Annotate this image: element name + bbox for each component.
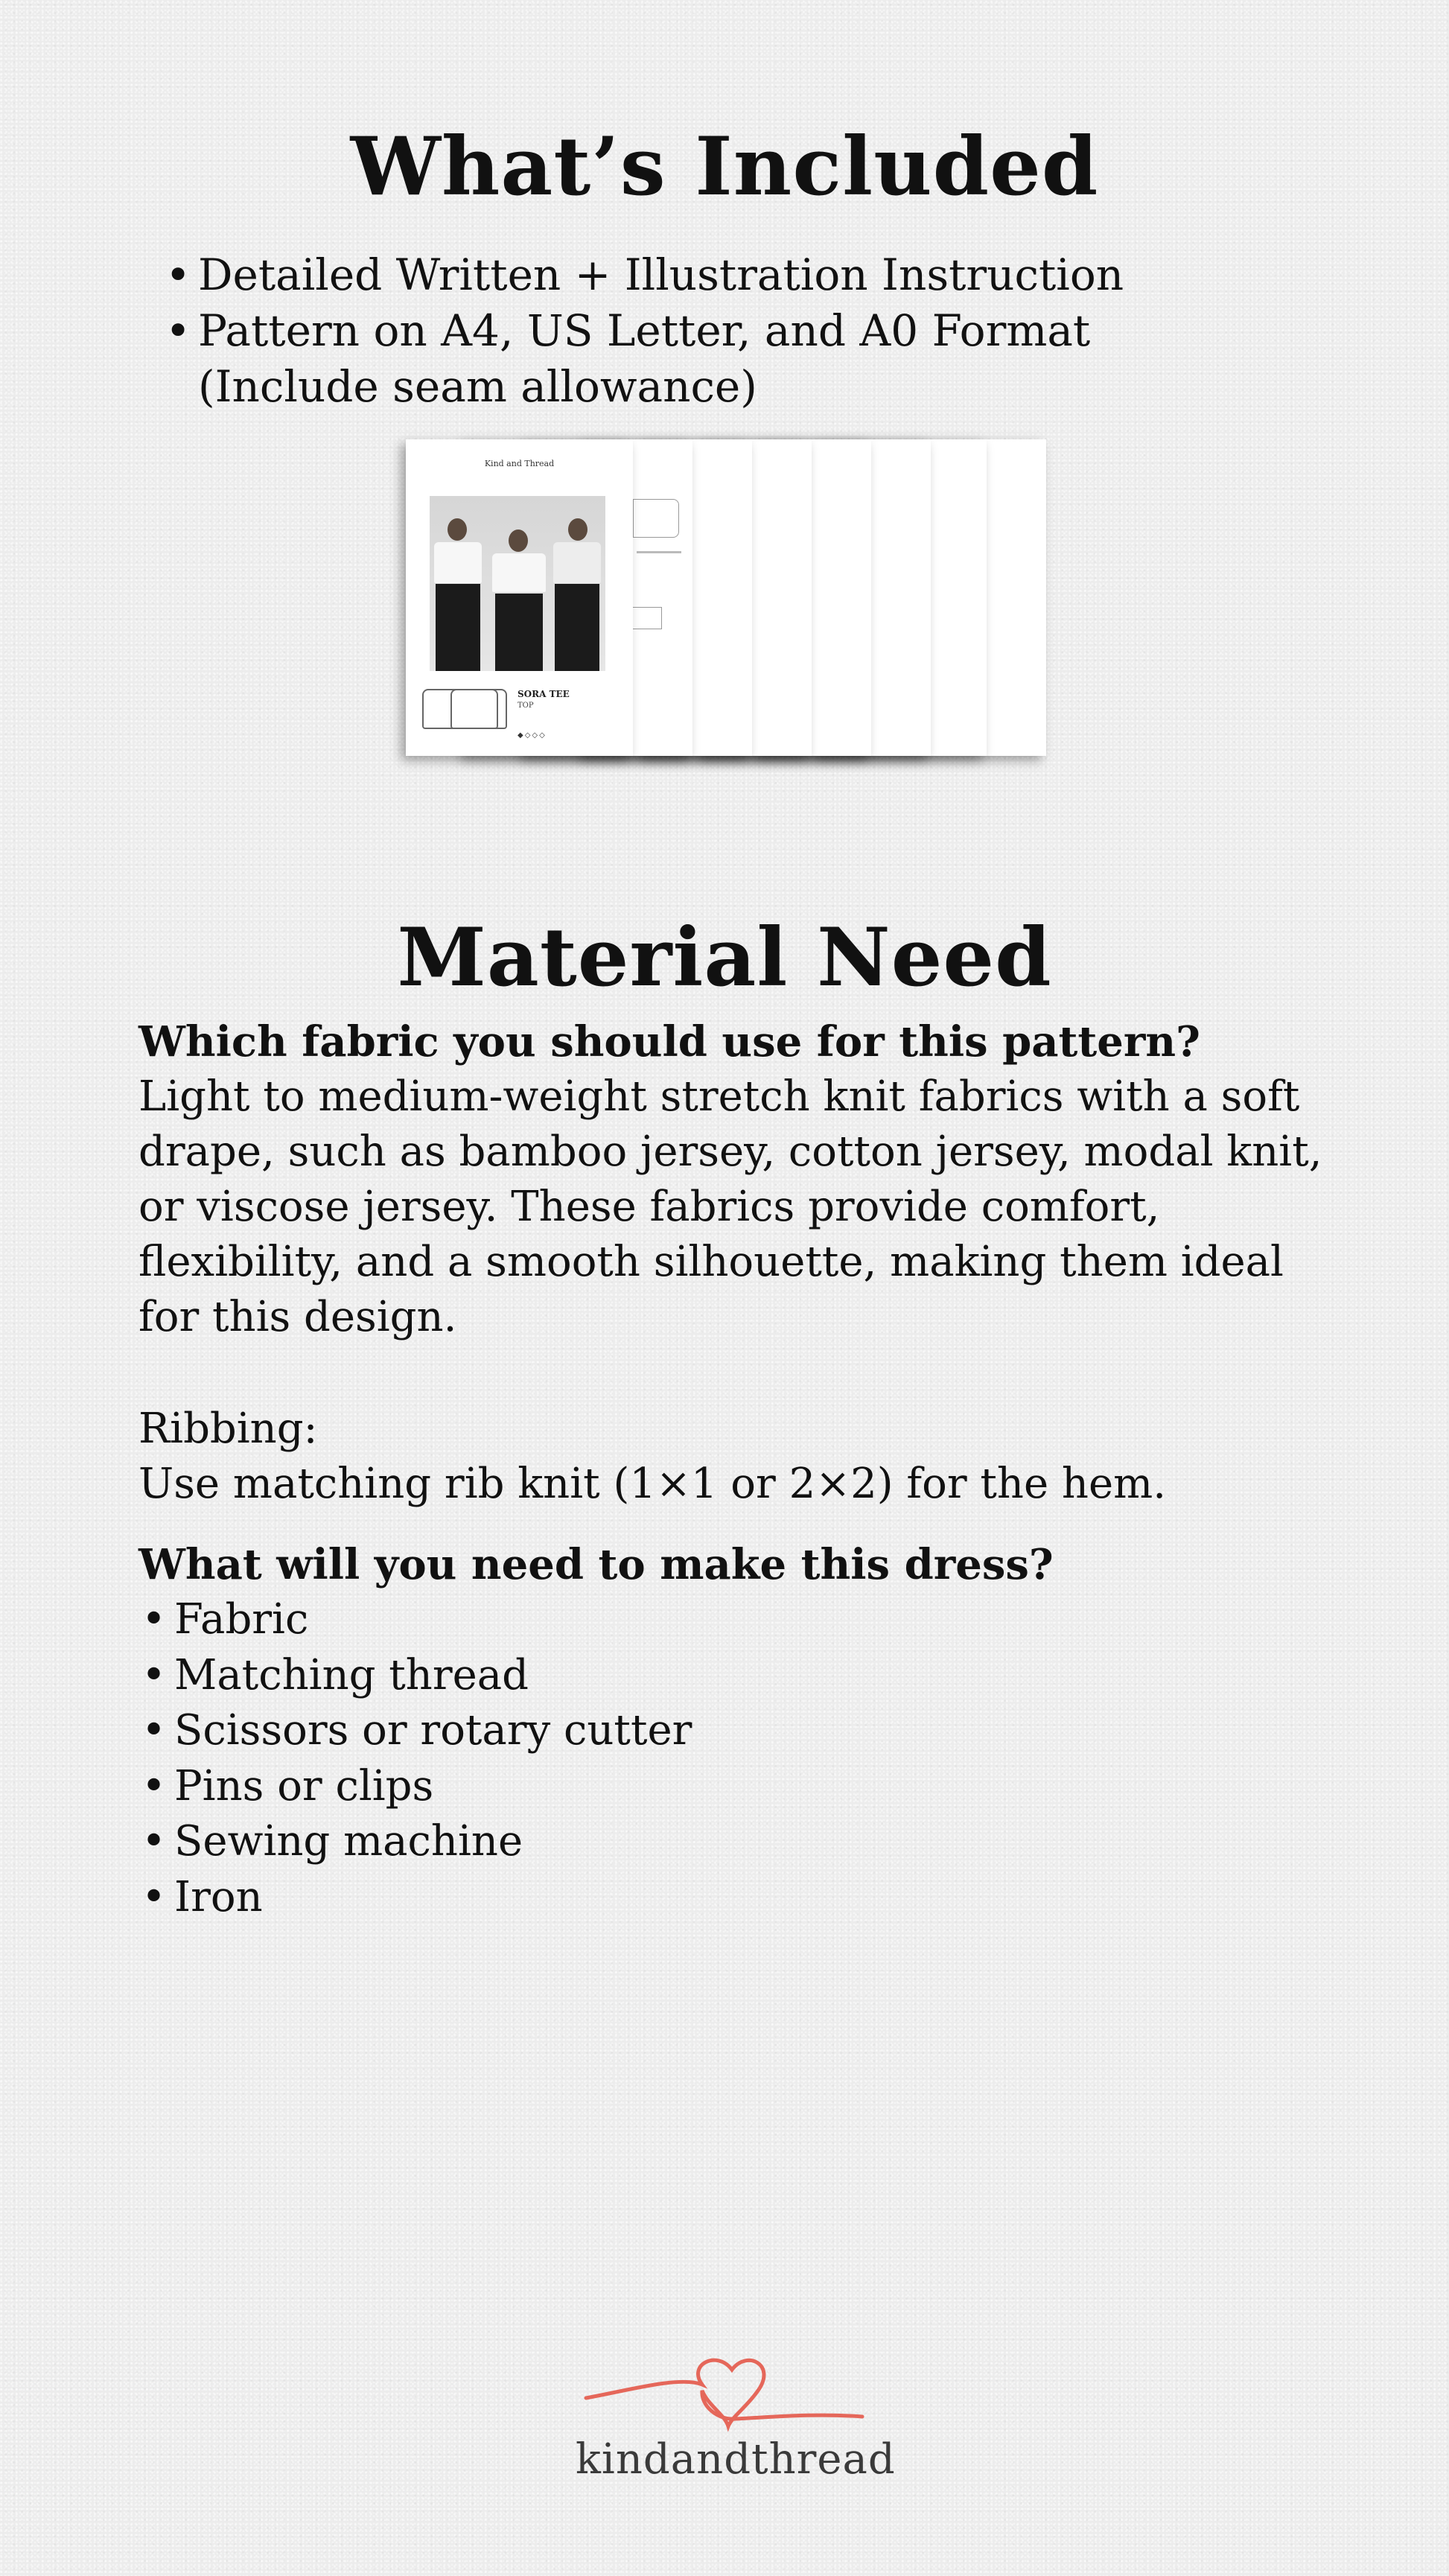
list-item: • Detailed Written + Illustration Instruction xyxy=(162,247,1235,303)
cover-pattern-type: TOP xyxy=(518,702,534,710)
included-list xyxy=(162,247,1235,415)
model-photo xyxy=(430,496,605,671)
list-item: • Pins or clips xyxy=(138,1759,883,1815)
list-item: • Sewing machine xyxy=(138,1814,883,1870)
whats-included-title: What’s Included xyxy=(350,120,1099,214)
list-item: • Pattern on A4, US Letter, and A0 Format (Include seam allowance) xyxy=(162,303,1235,415)
list-item: • Fabric xyxy=(138,1592,883,1648)
materials-list xyxy=(138,1592,883,1925)
material-need-title: Material Need xyxy=(397,911,1052,1005)
fabric-answer: Light to medium-weight stretch knit fabrics with a soft drape, such as bamboo jersey, cotton jersey, modal knit, or viscose jersey. These fabrics provide comfort, flexibility, and a smooth silhouette, making them ideal for this design. xyxy=(138,1072,1322,1341)
cover-pattern-name: SORA TEE xyxy=(518,689,570,699)
cover-brand: Kind and Thread xyxy=(484,459,555,468)
brand-wordmark: kindandthread xyxy=(576,2435,896,2484)
footer-logo xyxy=(576,2346,896,2495)
ribbing-text: Use matching rib knit (1×1 or 2×2) for the hem. xyxy=(138,1460,1167,1508)
pattern-preview-image xyxy=(406,439,1046,767)
list-item: • Scissors or rotary cutter xyxy=(138,1703,883,1759)
list-item: • Iron xyxy=(138,1870,883,1926)
cover-difficulty: ◆◇◇◇ xyxy=(518,731,547,740)
fabric-question: Which fabric you should use for this pattern? xyxy=(138,1017,1200,1066)
ribbing-label: Ribbing: xyxy=(138,1405,318,1453)
list-item: • Matching thread xyxy=(138,1648,883,1704)
dress-question: What will you need to make this dress? xyxy=(138,1540,1054,1589)
flat-sketch-back xyxy=(450,689,498,729)
pattern-cover-page xyxy=(406,439,633,756)
heart-thread-icon xyxy=(576,2346,873,2443)
